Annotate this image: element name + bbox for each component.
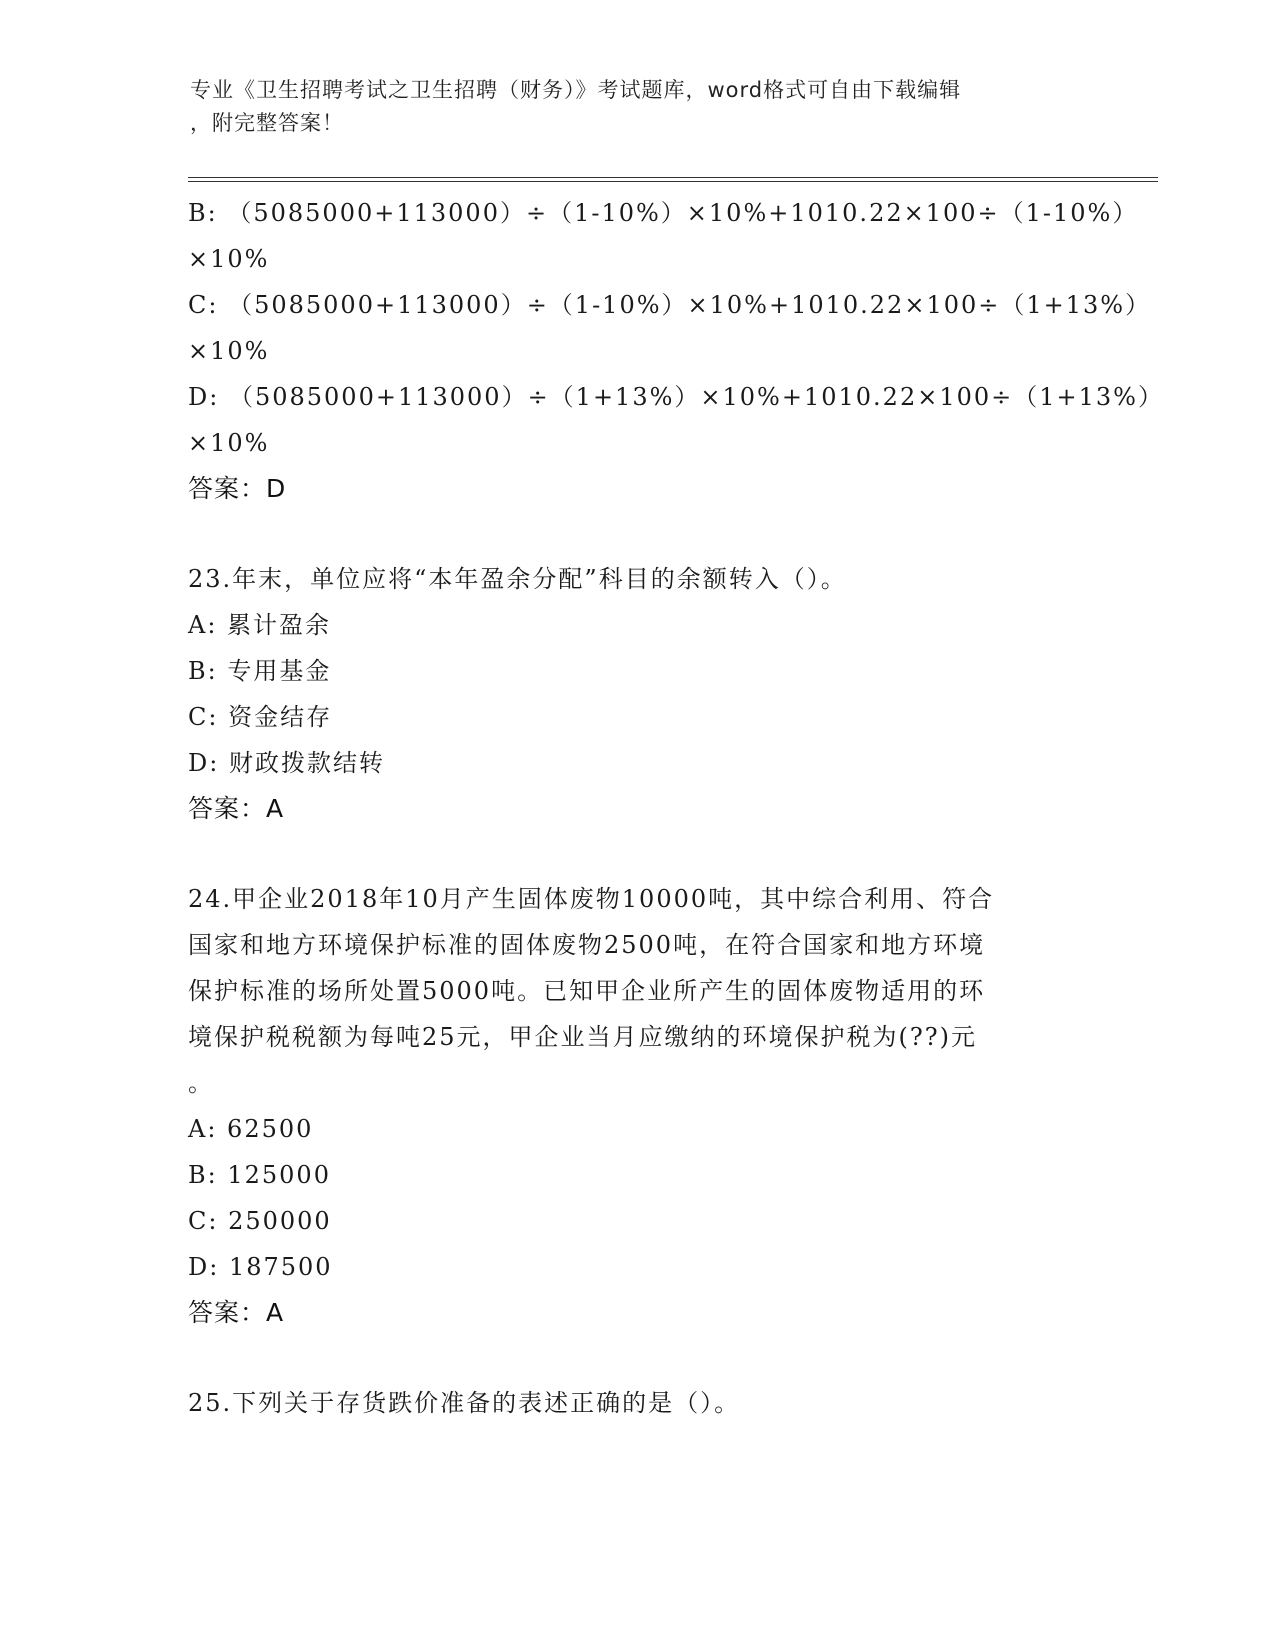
option-d-line-1: D: （5085000+113000）÷（1+13%）×10%+1010.22×100÷（1+13%） (188, 383, 1164, 411)
question-24-stem-line-3: 保护标准的场所处置5000吨。已知甲企业所产生的固体废物适用的环 (188, 977, 986, 1005)
question-22-options (188, 190, 1164, 466)
question-22-answer: 答案：D (188, 474, 287, 503)
question-23-option-a: A: 累计盈余 (188, 611, 332, 639)
question-24-answer: 答案：A (188, 1298, 285, 1327)
question-23-answer: 答案：A (188, 794, 285, 823)
document-header (190, 74, 1090, 140)
header-divider-bottom (188, 181, 1158, 182)
option-d-line-2: ×10% (188, 429, 270, 457)
question-24-option-a: A: 62500 (188, 1115, 314, 1143)
question-24-option-c: C: 250000 (188, 1207, 332, 1235)
question-24-option-b: B: 125000 (188, 1161, 331, 1189)
question-content (188, 190, 1164, 1426)
option-b-line-2: ×10% (188, 245, 270, 273)
question-24-stem-line-4: 境保护税税额为每吨25元，甲企业当月应缴纳的环境保护税为(??)元 (188, 1023, 977, 1051)
question-23-stem: 23.年末，单位应将“本年盈余分配”科目的余额转入（）。 (188, 565, 847, 593)
question-24-stem-line-5: 。 (188, 1069, 214, 1097)
question-25-stem: 25.下列关于存货跌价准备的表述正确的是（）。 (188, 1389, 741, 1417)
question-24-option-d: D: 187500 (188, 1253, 333, 1281)
spacer (188, 510, 1088, 556)
option-c-line-2: ×10% (188, 337, 270, 365)
spacer (188, 830, 1088, 876)
question-23-option-d: D: 财政拨款结转 (188, 749, 385, 777)
question-24-stem-line-2: 国家和地方环境保护标准的固体废物2500吨，在符合国家和地方环境 (188, 931, 986, 959)
question-24-stem-line-1: 24.甲企业2018年10月产生固体废物10000吨，其中综合利用、符合 (188, 885, 995, 913)
header-divider-top (188, 177, 1158, 178)
header-line-2: ，附完整答案！ (190, 111, 344, 135)
question-24-stem (188, 876, 1088, 1106)
question-23-option-c: C: 资金结存 (188, 703, 333, 731)
option-c-line-1: C: （5085000+113000）÷（1-10%）×10%+1010.22×100÷（1+13%） (188, 291, 1152, 319)
option-b-line-1: B: （5085000+113000）÷（1-10%）×10%+1010.22×100÷（1-10%） (188, 199, 1139, 227)
spacer (188, 1334, 1088, 1380)
header-line-1: 专业《卫生招聘考试之卫生招聘（财务）》考试题库，word格式可自由下载编辑 (190, 78, 962, 102)
question-23-option-b: B: 专用基金 (188, 657, 332, 685)
